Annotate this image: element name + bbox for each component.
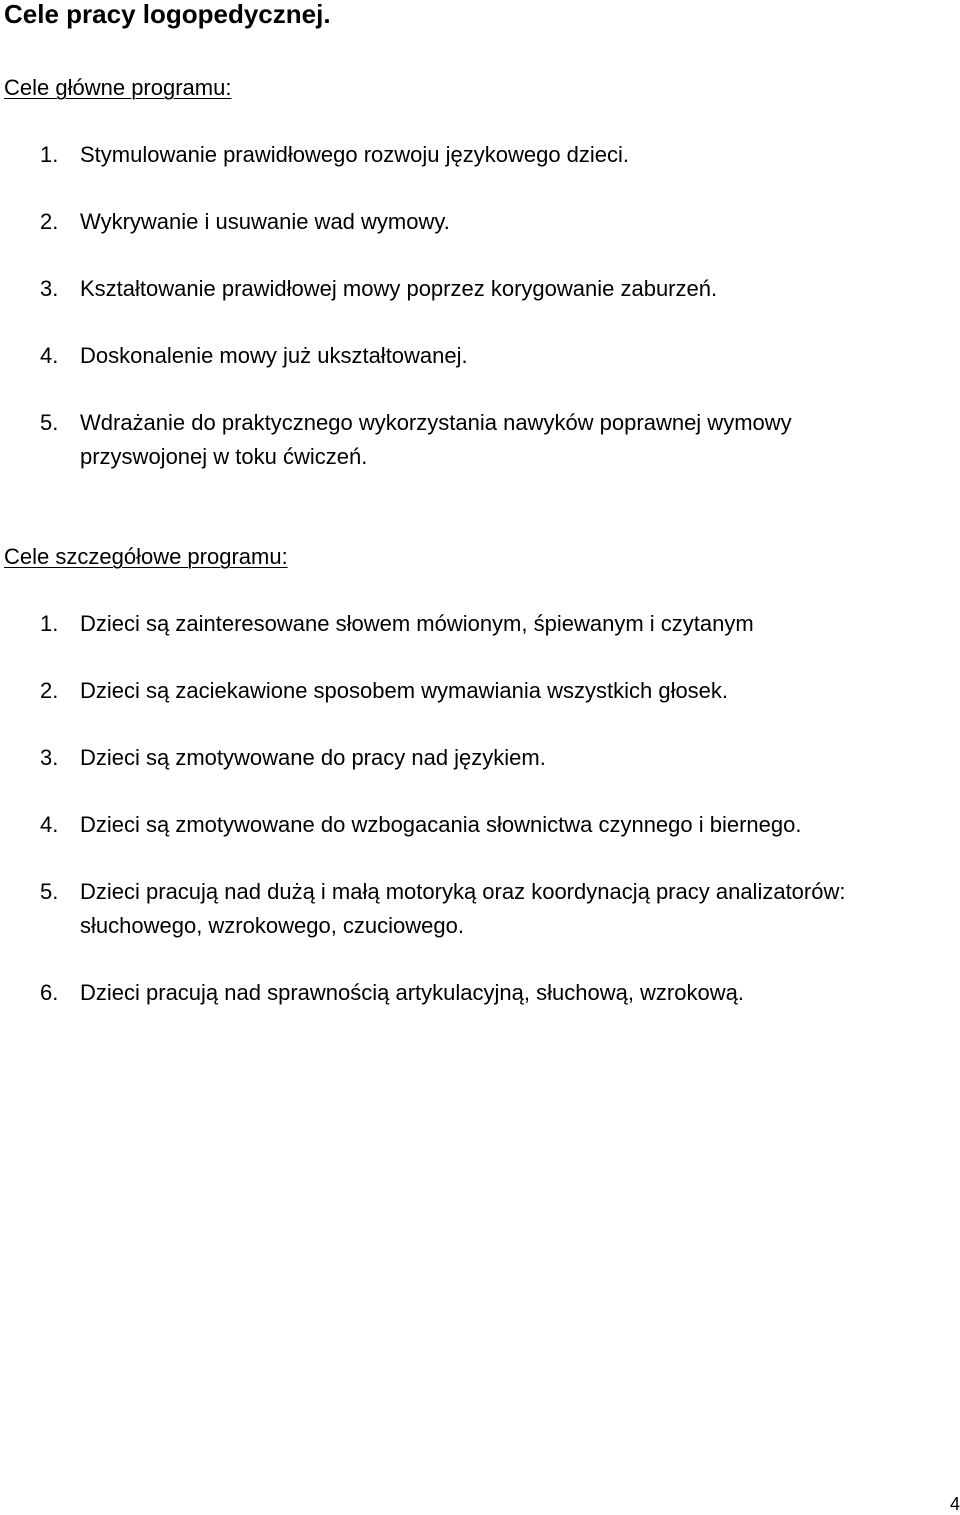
- list-item: [0, 976, 960, 1010]
- list-item-number: 3.: [40, 276, 59, 301]
- list-item-text: Dzieci są zaciekawione sposobem wymawiania wszystkich głosek.: [80, 678, 729, 703]
- list-item-number: 3.: [40, 745, 59, 770]
- list-item-number: 5.: [40, 879, 59, 904]
- list-item-number: 4.: [40, 812, 59, 837]
- list-item: [0, 674, 960, 708]
- list-item: [0, 607, 960, 641]
- page-number: 4: [949, 1494, 960, 1514]
- list-item: [0, 138, 960, 172]
- list-item-text: Dzieci są zmotywowane do wzbogacania słownictwa czynnego i biernego.: [80, 812, 802, 837]
- page-title: Cele pracy logopedycznej.: [4, 0, 331, 29]
- list-item-number: 6.: [40, 980, 59, 1005]
- list-item: [0, 741, 960, 775]
- main-goals-list: [0, 138, 960, 474]
- detailed-goals-heading: Cele szczegółowe programu:: [4, 544, 288, 569]
- list-item: [0, 339, 960, 373]
- list-item: [0, 272, 960, 306]
- list-item-text: Kształtowanie prawidłowej mowy poprzez korygowanie zaburzeń.: [80, 276, 718, 301]
- list-item-number: 1.: [40, 611, 59, 636]
- list-item-number: 4.: [40, 343, 59, 368]
- list-item-text: Doskonalenie mowy już ukształtowanej.: [80, 343, 468, 368]
- list-item-number: 1.: [40, 142, 59, 167]
- list-item-text: Wdrażanie do praktycznego wykorzystania nawyków poprawnej wymowy przyswojonej w toku ćwiczeń.: [80, 410, 792, 469]
- main-goals-heading: Cele główne programu:: [4, 75, 232, 100]
- list-item: [0, 875, 960, 943]
- list-item-number: 2.: [40, 209, 59, 234]
- detailed-goals-list: [0, 607, 960, 1010]
- list-item-text: Stymulowanie prawidłowego rozwoju językowego dzieci.: [80, 142, 630, 167]
- list-item-text: Dzieci są zainteresowane słowem mówionym, śpiewanym i czytanym: [80, 611, 754, 636]
- list-item-number: 5.: [40, 410, 59, 435]
- list-item-text: Dzieci pracują nad sprawnością artykulacyjną, słuchową, wzrokową.: [80, 980, 744, 1005]
- list-item-number: 2.: [40, 678, 59, 703]
- list-item-text: Dzieci są zmotywowane do pracy nad językiem.: [80, 745, 546, 770]
- list-item: [0, 406, 960, 474]
- list-item-text: Dzieci pracują nad dużą i małą motoryką oraz koordynacją pracy analizatorów: słuchowego, wzrokowego, czuciowego.: [80, 879, 846, 938]
- list-item: [0, 205, 960, 239]
- list-item-text: Wykrywanie i usuwanie wad wymowy.: [80, 209, 450, 234]
- list-item: [0, 808, 960, 842]
